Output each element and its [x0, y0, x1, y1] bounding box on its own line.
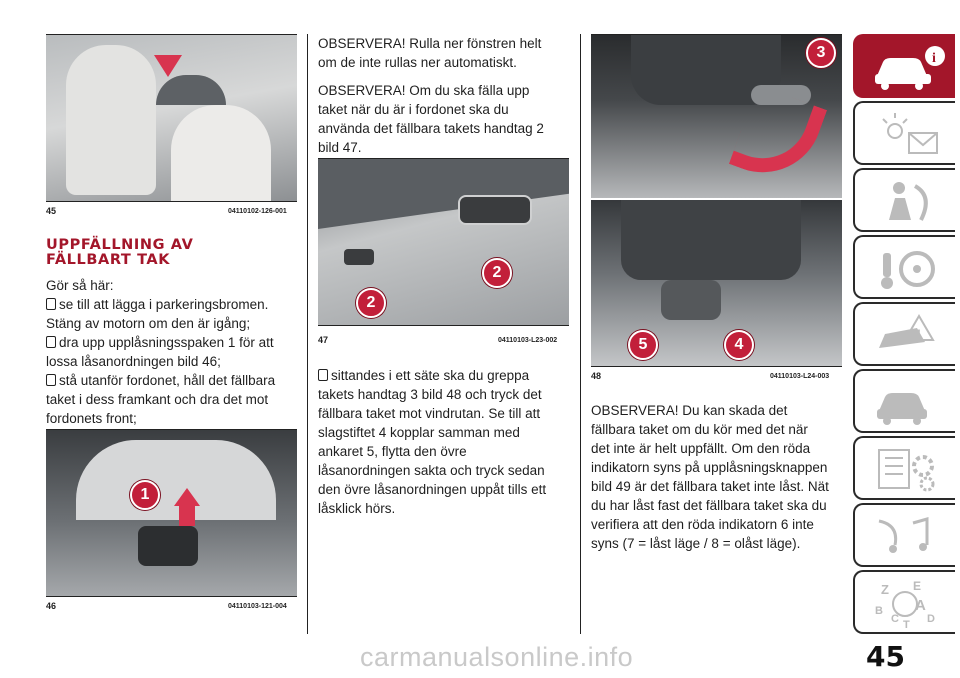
handle-shape — [458, 195, 532, 225]
figure-48-number: 48 — [591, 371, 602, 381]
list-text: stå utanför fordonet, håll det fällbara — [59, 373, 276, 388]
callout-1: 1 — [130, 480, 160, 510]
note-line: OBSERVERA! Rulla ner fönstren helt — [318, 36, 542, 51]
col2-list — [318, 366, 578, 518]
note-line: OBSERVERA! Du kan skada det — [591, 403, 788, 418]
figure-48-bottom-rule — [591, 366, 842, 367]
tab-multimedia[interactable] — [853, 503, 955, 567]
callout-2: 2 — [482, 258, 512, 288]
callout-2: 2 — [356, 288, 386, 318]
index-letters-icon — [869, 578, 949, 630]
key-steering-icon — [869, 243, 949, 295]
list-text: taket i dess framkant och dra det mot — [46, 392, 269, 407]
tab-car-warning[interactable] — [853, 302, 955, 366]
note-line: OBSERVERA! Om du ska fälla upp — [318, 83, 530, 98]
col3-note — [591, 401, 851, 553]
list-text: den övre låsanordningen uppåt tills ett — [318, 482, 547, 497]
panel-shape — [76, 440, 276, 520]
car-warning-icon — [869, 310, 949, 362]
list-text: fällbara taket mot vindrutan. Se till att — [318, 406, 541, 421]
note-paragraph — [318, 34, 578, 72]
section-heading — [46, 238, 193, 268]
car-service-icon — [869, 377, 949, 429]
roof-shape — [621, 200, 801, 280]
list-text: slagstiftet 4 kopplar samman med — [318, 425, 520, 440]
list-item — [46, 371, 301, 390]
figure-48-code: 04110103-L24-003 — [770, 373, 830, 380]
handle-shape — [344, 249, 374, 265]
svg-text:T: T — [903, 619, 910, 630]
list-item — [46, 295, 301, 314]
arrow-stem — [179, 506, 195, 526]
figure-45-photo — [46, 35, 297, 201]
note-line: indikatorn syns på upplåsningsknappen — [591, 460, 828, 475]
note-line: verifiera att den röda indikatorn 6 inte — [591, 517, 814, 532]
svg-text:C: C — [891, 613, 899, 625]
list-text: Stäng av motorn om den är igång; — [46, 316, 251, 331]
note-line: om de inte rullas ner automatiskt. — [318, 55, 517, 70]
arrow-down-icon — [154, 55, 182, 77]
column-divider — [307, 34, 308, 634]
car-info-icon — [869, 42, 949, 94]
bullet-icon — [318, 369, 328, 381]
safety-person-icon — [869, 176, 949, 228]
tab-car-service[interactable] — [853, 369, 955, 433]
specs-gear-icon — [869, 444, 949, 496]
list-text: takets handtag 3 bild 48 och tryck det — [318, 387, 542, 402]
svg-text:Z: Z — [881, 582, 889, 597]
svg-text:A: A — [915, 597, 926, 614]
list-text: ankaret 5, flytta den övre — [318, 444, 467, 459]
note-line: bild 49 är det fällbara taket inte låst. Nät — [591, 479, 829, 494]
callout-3: 3 — [806, 38, 836, 68]
col1-text — [46, 276, 301, 428]
figure-46-photo — [46, 430, 297, 596]
tab-specs[interactable] — [853, 436, 955, 500]
intro-text: Gör så här: — [46, 278, 114, 293]
list-text: se till att lägga i parkeringsbromen. — [59, 297, 269, 312]
tab-index[interactable] — [853, 570, 955, 634]
svg-text:B: B — [875, 605, 883, 617]
lever-shape — [138, 526, 198, 566]
figure-46-number: 46 — [46, 601, 57, 611]
svg-text:D: D — [927, 613, 935, 625]
svg-text:!: ! — [917, 327, 921, 341]
note-line: fällbara taket om du kör med det när — [591, 422, 808, 437]
list-text: låsklick hörs. — [318, 501, 396, 516]
tab-key-steering[interactable] — [853, 235, 955, 299]
latch-shape — [661, 280, 721, 320]
seat-shape — [171, 105, 271, 201]
figure-45-code: 04110102-126-001 — [228, 208, 287, 215]
figure-45-number: 45 — [46, 206, 57, 216]
note-line: du har låst fast det fällbara taket ska du — [591, 498, 827, 513]
col2-notes — [318, 34, 578, 166]
list-text: sittandes i ett säte ska du greppa — [331, 368, 530, 383]
list-text: dra upp upplåsningsspaken 1 för att — [59, 335, 274, 350]
heading-line: FÄLLBART TAK — [46, 252, 171, 268]
note-line: det inte är helt uppfällt. Om den röda — [591, 441, 811, 456]
tab-car-info[interactable] — [853, 34, 955, 98]
figure-45-bottom-rule — [46, 201, 297, 202]
bullet-icon — [46, 374, 56, 386]
list-item — [318, 366, 578, 385]
roll-bar-shape — [156, 75, 226, 105]
list-text: lossa låsanordningen bild 46; — [46, 354, 221, 369]
bullet-icon — [46, 298, 56, 310]
note-paragraph — [318, 81, 578, 157]
bullet-icon — [46, 336, 56, 348]
figure-47-bottom-rule — [318, 325, 569, 326]
heading-line: UPPFÄLLNING AV — [46, 237, 194, 253]
tab-dashboard-lights[interactable] — [853, 101, 955, 165]
note-line: bild 47. — [318, 140, 362, 155]
arrow-up-icon — [174, 488, 200, 506]
column-divider — [580, 34, 581, 634]
seat-shape — [66, 45, 156, 195]
figure-47-code: 04110103-L23-002 — [498, 337, 558, 344]
figure-46-code: 04110103-121-004 — [228, 603, 287, 610]
dashboard-lights-icon — [869, 109, 949, 161]
list-item — [46, 333, 301, 352]
list-text: fordonets front; — [46, 411, 137, 426]
multimedia-icon — [869, 511, 949, 563]
page-number: 45 — [866, 640, 905, 673]
figure-47-number: 47 — [318, 335, 329, 345]
watermark-text: carmanualsonline.info — [360, 642, 634, 672]
note-line: taket när du är i fordonet ska du — [318, 102, 509, 117]
callout-5: 5 — [628, 330, 658, 360]
callout-4: 4 — [724, 330, 754, 360]
svg-text:E: E — [913, 579, 922, 593]
tab-safety[interactable] — [853, 168, 955, 232]
note-line: syns (7 = låst läge / 8 = olåst läge). — [591, 536, 801, 551]
figure-46-bottom-rule — [46, 596, 297, 597]
svg-text:i: i — [932, 51, 936, 66]
figure-48-photo-top — [591, 35, 842, 198]
list-text: låsanordningen sakta och tryck sedan — [318, 463, 545, 478]
note-line: använda det fällbara takets handtag 2 — [318, 121, 544, 136]
